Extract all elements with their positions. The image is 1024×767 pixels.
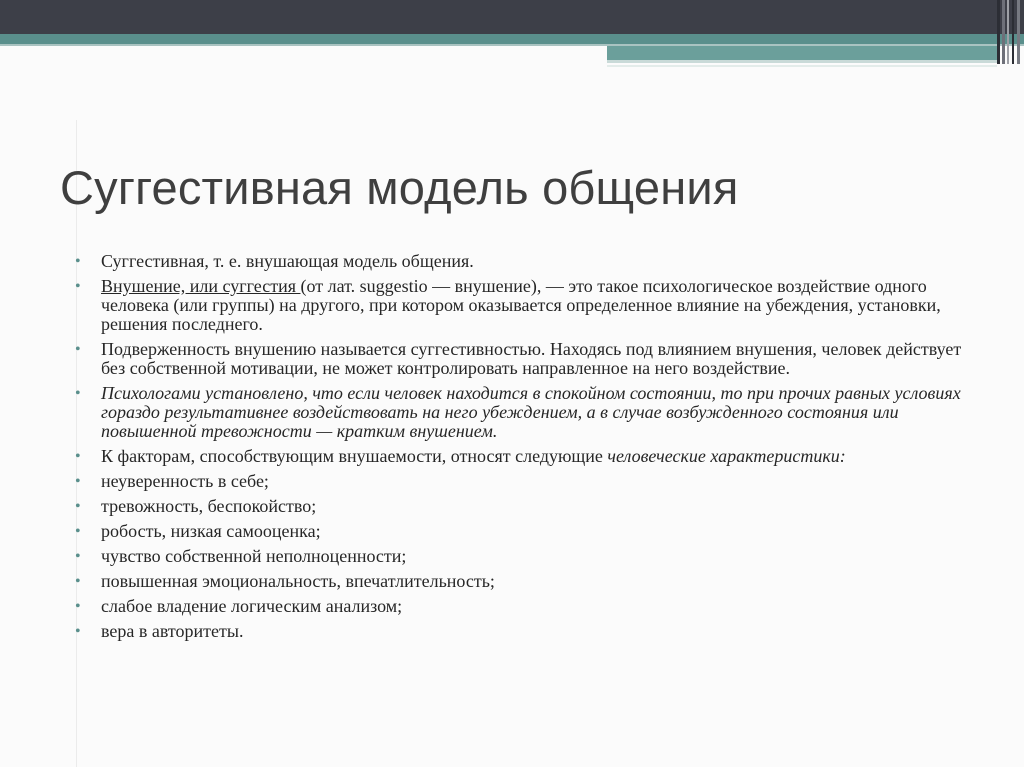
bullet-icon: •	[75, 341, 81, 358]
bullet-list	[75, 252, 975, 647]
bullet-icon: •	[75, 448, 81, 465]
top-teal-bar	[0, 34, 1024, 44]
italic-tail: человеческие характеристики:	[607, 446, 846, 466]
bullet-text: повышенная эмоциональность, впечатлительность;	[101, 571, 495, 591]
accent-line	[607, 65, 997, 67]
bullet-text: Подверженность внушению называется суггестивностью. Находясь под влиянием внушения, человек действует без собственной мотивации, не может контролировать направленное на него воздействие.	[101, 339, 962, 378]
decor-stripe	[1007, 0, 1009, 64]
accent-block	[607, 46, 997, 60]
bullet-text: слабое владение логическим анализом;	[101, 596, 403, 616]
decor-stripe	[997, 0, 1000, 64]
bullet-icon: •	[75, 598, 81, 615]
bullet-text: робость, низкая самооценка;	[101, 521, 321, 541]
bullet-icon: •	[75, 253, 81, 270]
slide-title: Суггестивная модель общения	[60, 161, 739, 214]
list-item	[75, 497, 975, 516]
bullet-text: (от лат. suggestio — внушение), — это такое психологическое воздействие одного человека (или группы) на другого, при котором оказывается определенное влияние на убеждения, установки, решения последнего.	[101, 276, 941, 334]
bullet-text: К факторам, способствующим внушаемости, относят следующие	[101, 446, 608, 466]
bullet-text: чувство собственной неполноценности;	[101, 546, 407, 566]
list-item	[75, 522, 975, 541]
bullet-icon: •	[75, 473, 81, 490]
list-item	[75, 472, 975, 491]
list-item	[75, 340, 975, 378]
list-item	[75, 547, 975, 566]
top-dark-bar	[0, 0, 1024, 34]
underlined-term: Внушение, или суггестия	[101, 276, 301, 296]
bullet-text: Суггестивная, т. е. внушающая модель общения.	[101, 251, 474, 271]
bullet-icon: •	[75, 548, 81, 565]
accent-line	[607, 60, 997, 63]
bullet-text: вера в авторитеты.	[101, 621, 244, 641]
list-item	[75, 572, 975, 591]
bullet-icon: •	[75, 385, 81, 402]
list-item	[75, 447, 975, 466]
decor-stripe	[1017, 0, 1020, 64]
bullet-text: неуверенность в себе;	[101, 471, 269, 491]
bullet-icon: •	[75, 573, 81, 590]
list-item	[75, 252, 975, 271]
list-item	[75, 384, 975, 441]
bullet-text: тревожность, беспокойство;	[101, 496, 317, 516]
bullet-icon: •	[75, 623, 81, 640]
list-item	[75, 277, 975, 334]
italic-bullet-text: Психологами установлено, что если человек находится в спокойном состоянии, то при прочих равных условиях гораздо результативнее воздействовать на него убеждением, а в случае возбужденного состояния или повышенной тревожности — кратким внушением.	[101, 383, 961, 441]
list-item	[75, 622, 975, 641]
bullet-icon: •	[75, 523, 81, 540]
bullet-icon: •	[75, 498, 81, 515]
decor-stripe	[1002, 0, 1005, 64]
list-item	[75, 597, 975, 616]
bullet-icon: •	[75, 278, 81, 295]
decor-stripe	[1012, 0, 1014, 64]
